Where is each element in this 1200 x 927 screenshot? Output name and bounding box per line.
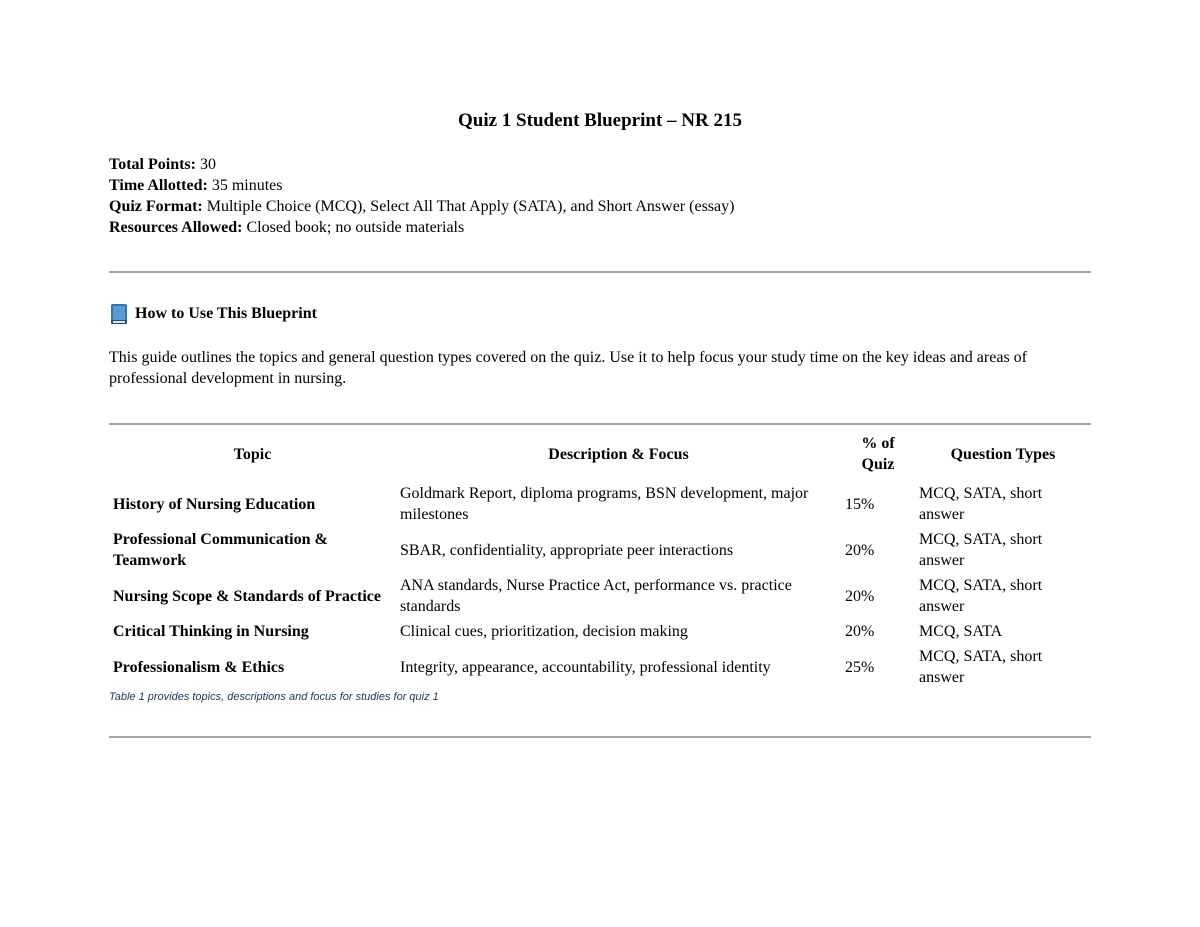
intro-paragraph: This guide outlines the topics and general question types covered on the quiz. Use it to help focus your study time on the key ideas and areas of professional development in nursing. (109, 349, 1027, 387)
topic-cell: Nursing Scope & Standards of Practice (113, 587, 381, 605)
description-cell: Integrity, appearance, accountability, professional identity (400, 658, 771, 676)
book-icon (109, 303, 129, 325)
meta-value: 30 (199, 156, 216, 173)
meta-total-points (109, 154, 734, 175)
percent-cell: 15% (845, 495, 875, 513)
question-types-cell: MCQ, SATA, short answer (919, 531, 1043, 569)
description-cell: SBAR, confidentiality, appropriate peer interactions (400, 541, 734, 559)
percent-cell: 20% (845, 587, 875, 605)
howto-heading-text: How to Use This Blueprint (135, 305, 317, 322)
meta-value: Closed book; no outside materials (246, 219, 465, 236)
question-types-cell: MCQ, SATA (919, 623, 1003, 640)
percent-cell: 20% (845, 623, 875, 640)
horizontal-rule (109, 736, 1091, 738)
horizontal-rule (109, 423, 1091, 425)
meta-value: Multiple Choice (MCQ), Select All That Apply (SATA), and Short Answer (essay) (206, 198, 735, 215)
table-caption: Table 1 provides topics, descriptions and focus for studies for quiz 1 (109, 691, 439, 703)
blueprint-table (109, 431, 1091, 690)
description-cell: ANA standards, Nurse Practice Act, performance vs. practice standards (400, 577, 792, 615)
question-types-cell: MCQ, SATA, short answer (919, 485, 1043, 523)
percent-cell: 20% (845, 541, 875, 559)
table-row (109, 527, 1091, 573)
header-question-types: Question Types (950, 445, 1056, 463)
topic-cell: Professional Communication & Teamwork (113, 531, 328, 569)
header-percent: % of Quiz (861, 435, 895, 473)
meta-quiz-format (109, 196, 734, 217)
quiz-meta (109, 154, 734, 238)
howto-heading (109, 302, 317, 326)
topic-cell: Professionalism & Ethics (113, 658, 285, 676)
table-row (109, 481, 1091, 527)
header-description: Description & Focus (548, 445, 689, 463)
description-cell: Goldmark Report, diploma programs, BSN development, major milestones (400, 485, 809, 523)
meta-label: Resources Allowed: (109, 219, 243, 236)
percent-cell: 25% (845, 658, 875, 676)
meta-label: Quiz Format: (109, 198, 203, 215)
question-types-cell: MCQ, SATA, short answer (919, 577, 1043, 615)
page-title: Quiz 1 Student Blueprint – NR 215 (458, 110, 742, 131)
table-row (109, 573, 1091, 619)
question-types-cell: MCQ, SATA, short answer (919, 648, 1043, 686)
description-cell: Clinical cues, prioritization, decision making (400, 623, 688, 640)
header-topic: Topic (233, 445, 272, 463)
table-header-row (109, 431, 1091, 481)
topic-cell: Critical Thinking in Nursing (113, 623, 309, 640)
meta-label: Time Allotted: (109, 177, 208, 194)
horizontal-rule (109, 271, 1091, 273)
meta-label: Total Points: (109, 156, 196, 173)
table-row (109, 644, 1091, 690)
meta-resources (109, 217, 734, 238)
topic-cell: History of Nursing Education (113, 495, 316, 513)
table-row (109, 619, 1091, 644)
meta-value: 35 minutes (211, 177, 283, 194)
meta-time-allotted (109, 175, 734, 196)
